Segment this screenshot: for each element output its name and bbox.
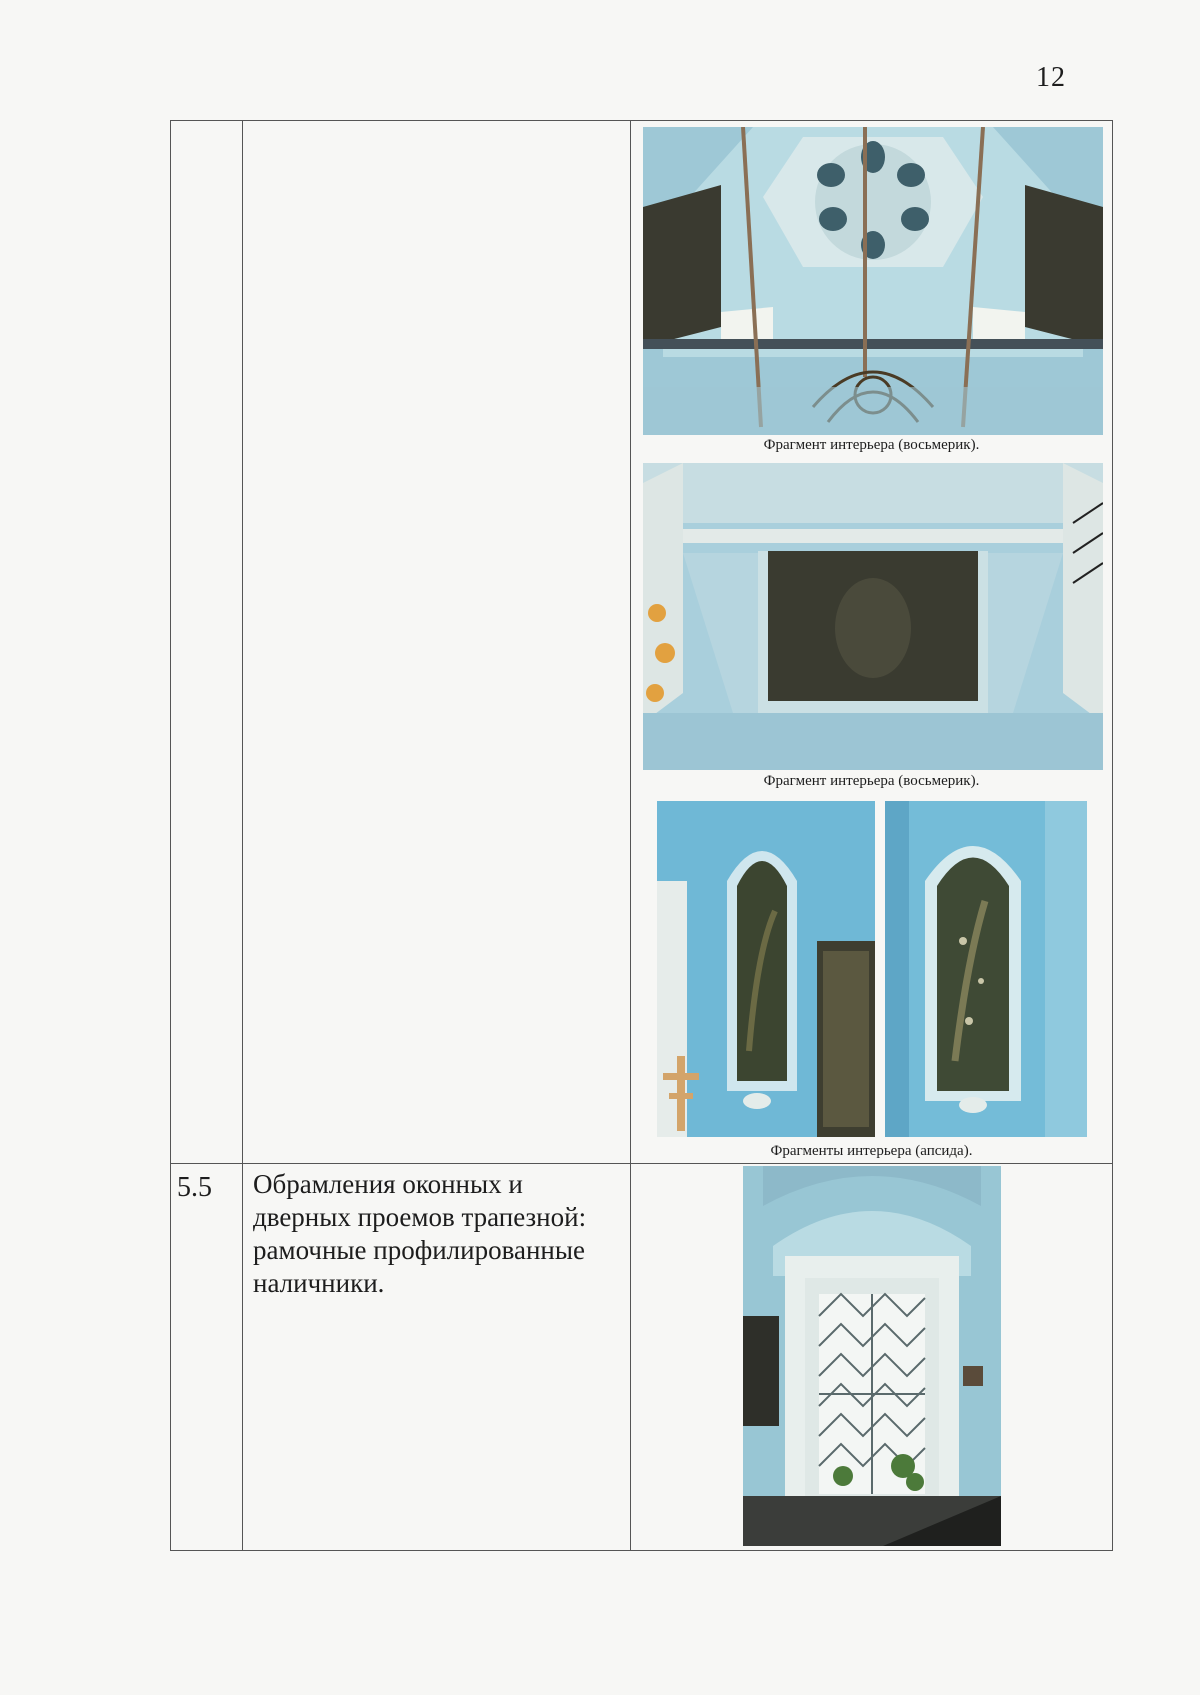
photo-octagon-dome <box>643 127 1103 435</box>
photo-caption: Фрагмент интерьера (восьмерик). <box>763 773 980 789</box>
table-row <box>171 1164 1113 1551</box>
photo-caption: Фрагмент интерьера (восьмерик). <box>763 437 980 453</box>
photo-caption: Фрагменты интерьера (апсида). <box>770 1143 973 1159</box>
photo-cell <box>631 121 1113 1164</box>
photo-octagon-wall <box>643 463 1103 770</box>
row-number <box>171 121 243 1164</box>
photo-cell <box>631 1164 1113 1551</box>
document-table <box>170 120 1113 1551</box>
row-description <box>243 121 631 1164</box>
photo-apse-left <box>657 801 875 1137</box>
row-description: Обрамления оконных и дверных проемов трапезной: рамочные профилированные наличники. <box>243 1164 631 1551</box>
table-row <box>171 121 1113 1164</box>
row-number: 5.5 <box>171 1164 243 1551</box>
photo-apse-right <box>885 801 1087 1137</box>
photo-refectory-window <box>743 1166 1001 1546</box>
page-number: 12 <box>1036 62 1066 93</box>
